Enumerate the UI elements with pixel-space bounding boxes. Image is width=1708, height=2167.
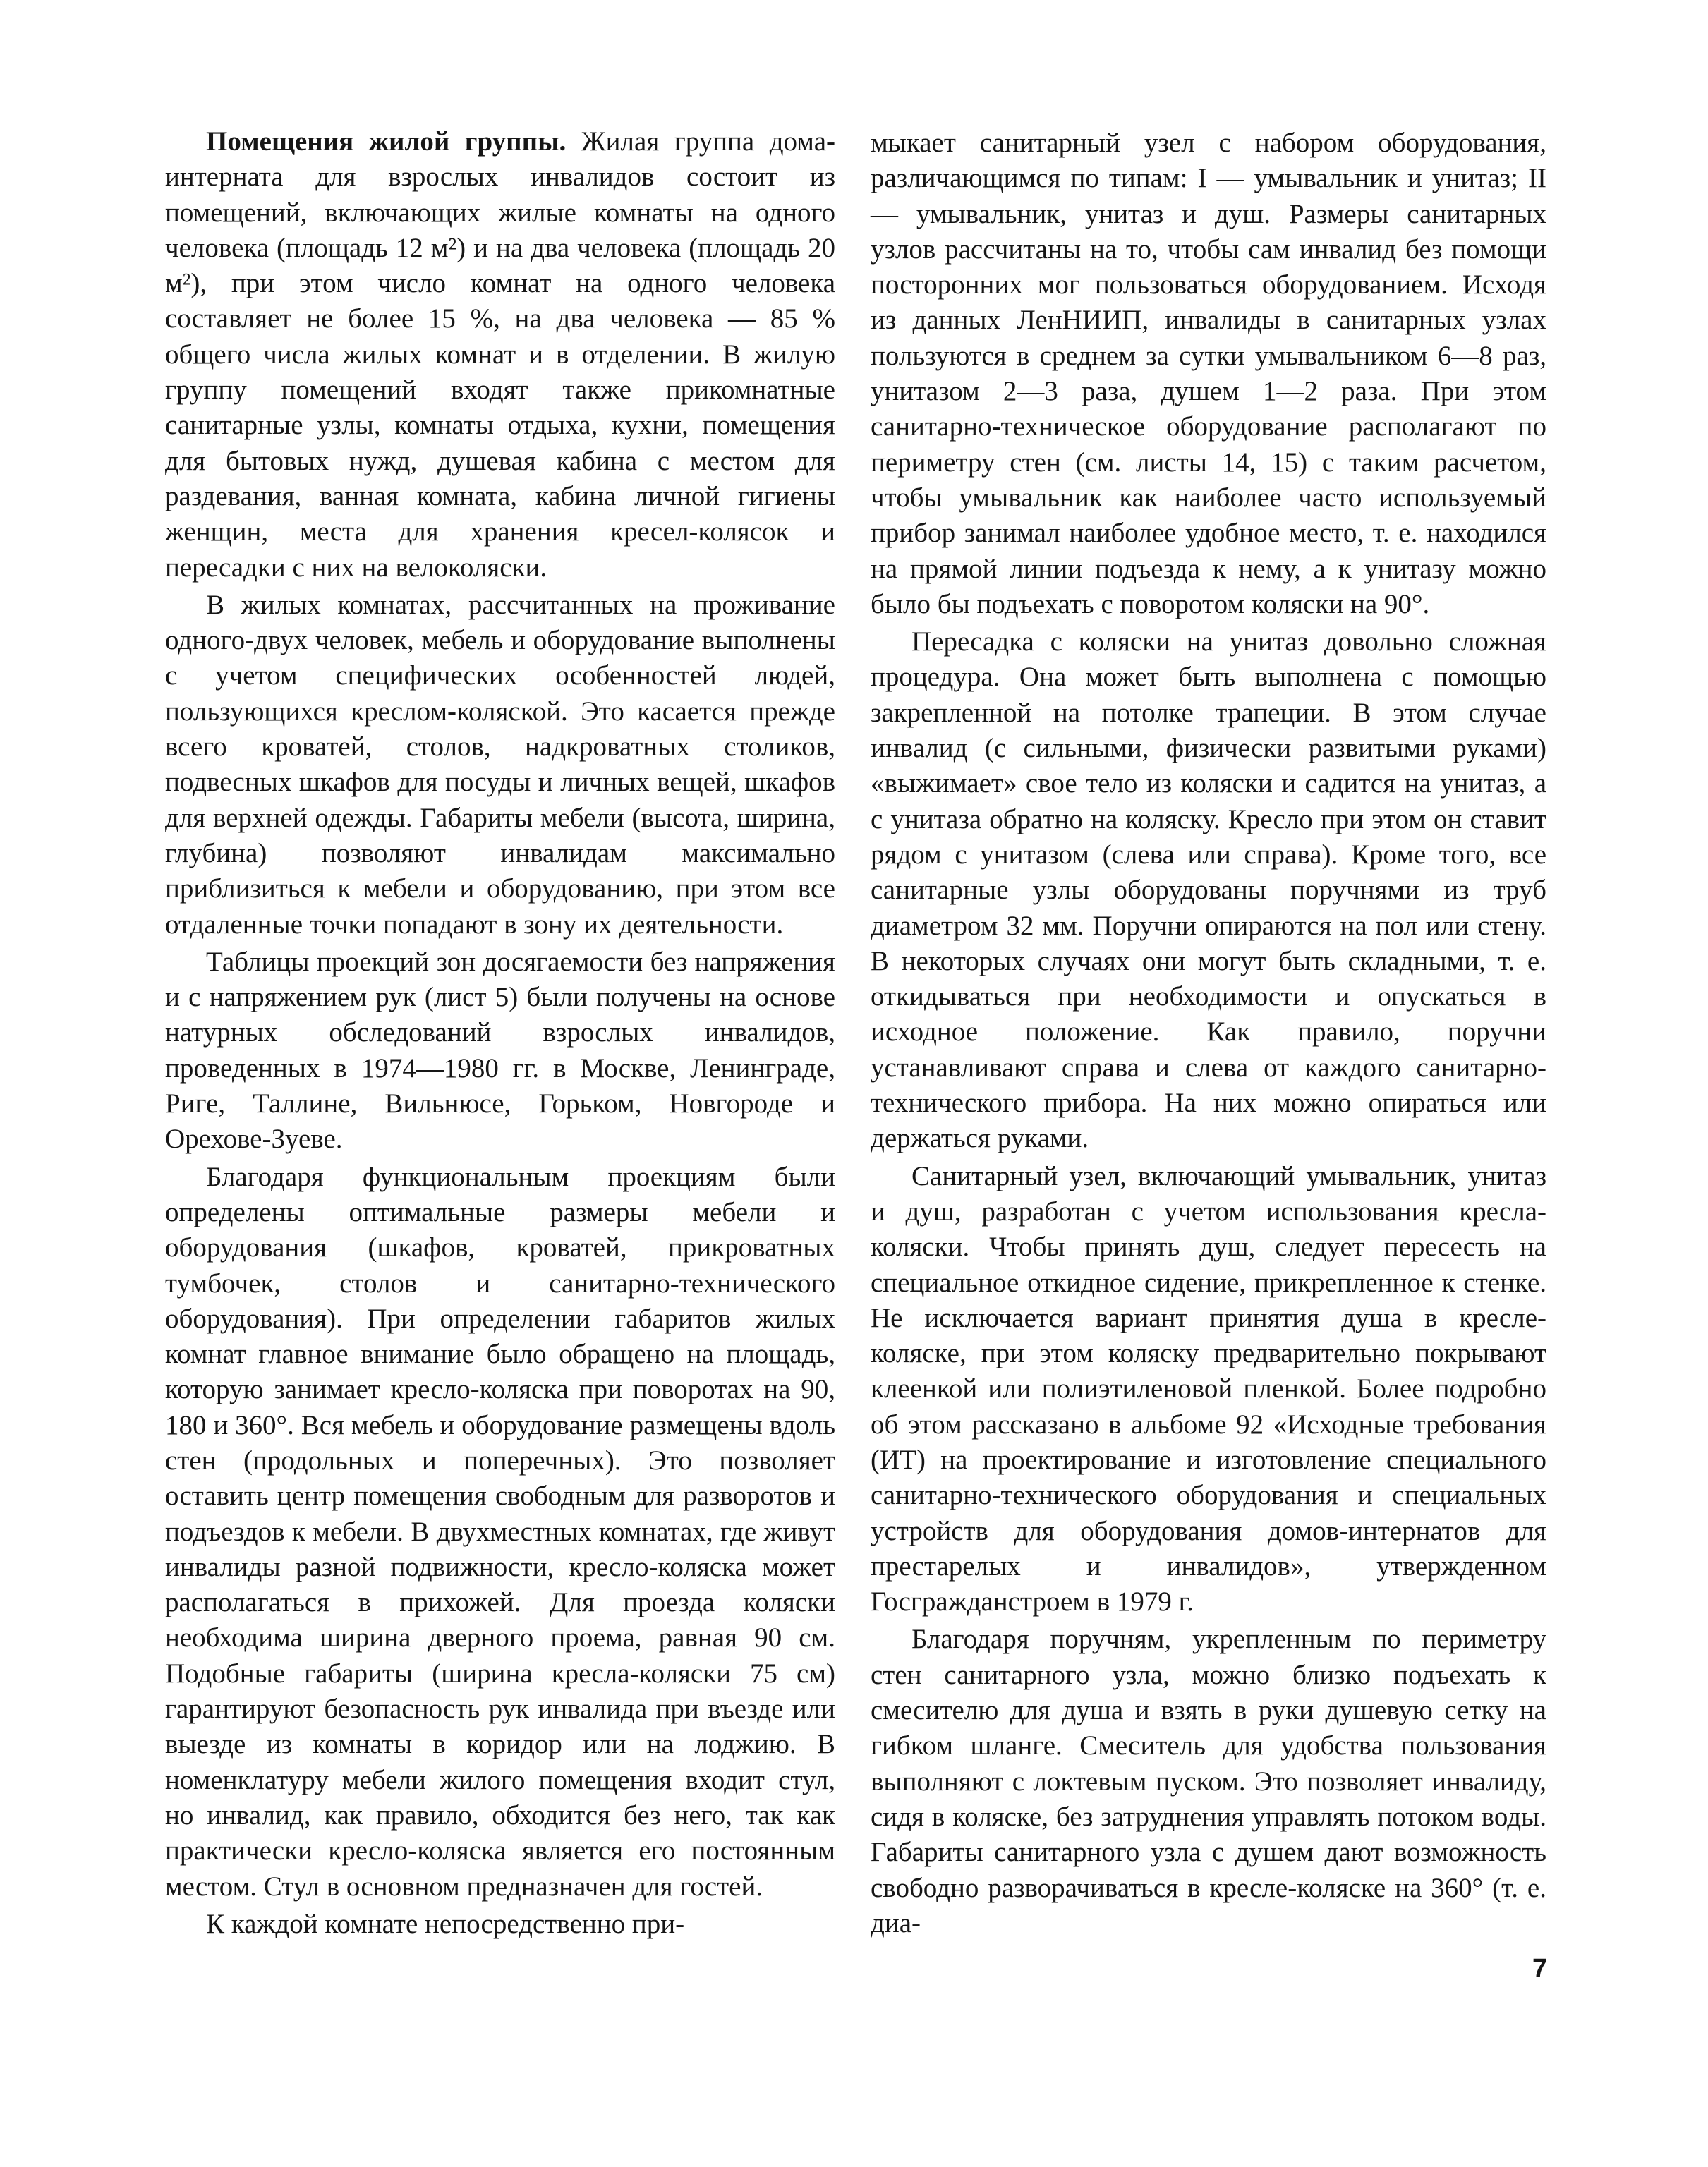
paragraph-handrails-mixer: Благодаря поручням, укрепленным по периметру стен санитарного узла, можно близко подъехать к смесителю для душа и взять в руки душевую сетку на гибком шланге. Смеситель для удобства пользования выполняют с локтевым пуском. Это позволяет инвалиду, сидя в коляске, без затруднения управлять потоком воды. Габариты санитарного узла с душем дают возможность свободно разворачиваться в кресле-коляске на 360° (т. е. диа- xyxy=(871,1624,1546,1938)
paragraph-room-adjacency: К каждой комнате непосредственно при- xyxy=(206,1908,685,1939)
left-column xyxy=(165,124,835,1942)
section-lead-heading: Помещения жилой группы. xyxy=(206,126,567,157)
paragraph-text: Жилая группа дома-интерната для взрослых инвалидов состоит из помещений, включающих жилые комнаты на одного человека (площадь 12 м²) и на два человека (площадь 20 м²), при этом число комнат на одного человека составляет не более 15 %, на два человека — 85 % общего числа жилых комнат и в отделении. В жилую группу помещений входят также прикомнатные санитарные узлы, комнаты отдыха, кухни, помещения для бытовых нужд, душевая кабина с местом для раздевания, ванная комната, кабина личной гигиены женщин, места для хранения кресел-колясок и пересадки с них на велоколяски. xyxy=(165,126,836,583)
paragraph-shower-unit: Санитарный узел, включающий умывальник, унитаз и душ, разработан с учетом использования кресла-коляски. Чтобы принять душ, следует пересесть на специальное откидное сидение, прикрепленное к стенке. Не исключается вариант принятия душа в кресле-коляске, при этом коляску предварительно покрывают клеенкой или полиэтиленовой пленкой. Более подробно об этом рассказано в альбоме 92 «Исходные требования (ИТ) на проектирование и изготовление специального санитарно-технического оборудования и специальных устройств для оборудования домов-интернатов для престарелых и инвалидов», утвержденном Госгражданстроем в 1979 г. xyxy=(871,1160,1546,1617)
paragraph-living-group-rooms xyxy=(165,124,835,585)
paragraph-reach-zone-tables: Таблицы проекций зон досягаемости без напряжения и с напряжением рук (лист 5) были получены на основе натурных обследований взрослых инвалидов, проведенных в 1974—1980 гг. в Москве, Ленинграде, Риге, Таллине, Вильнюсе, Горьком, Новгороде и Орехове-Зуеве. xyxy=(165,946,835,1155)
paragraph-sanitary-unit-types: мыкает санитарный узел с набором оборудования, различающимся по типам: I — умывальник и унитаз; II — умывальник, унитаз и душ. Размеры санитарных узлов рассчитаны на то, чтобы сам инвалид без помощи посторонних мог пользоваться оборудованием. Исходя из данных ЛенНИИП, инвалиды в санитарных узлах пользуются в среднем за сутки умывальником 6—8 раз, унитазом 2—3 раза, душем 1—2 раза. При этом санитарно-техническое оборудование располагают по периметру стен (см. листы 14, 15) с таким расчетом, чтобы умывальник как наиболее часто используемый прибор занимал наиболее удобное место, т. е. находился на прямой линии подъезда к нему, а к унитазу можно было бы подъехать с поворотом коляски на 90°. xyxy=(871,128,1546,619)
paragraph-toilet-transfer: Пересадка с коляски на унитаз довольно сложная процедура. Она может быть выполнена с помощью закрепленной на потолке трапеции. В этом случае инвалид (с сильными, физически развитыми руками) «выжимает» свое тело из коляски и садится на унитаз, а с унитаза обратно на коляску. Кресло при этом он ставит рядом с унитазом (слева или справа). Кроме того, все санитарные узлы оборудованы поручнями из труб диаметром 32 мм. Поручни опираются на пол или стену. В некоторых случаях они могут быть складными, т. е. откидываться при необходимости и опускаться в исходное положение. Как правило, поручни устанавливают справа и слева от каждого санитарно-технического прибора. На них можно опираться или держаться руками. xyxy=(871,626,1546,1154)
right-column xyxy=(871,126,1546,1941)
page-number: 7 xyxy=(1532,1954,1548,1984)
paragraph-living-rooms-furniture: В жилых комнатах, рассчитанных на проживание одного-двух человек, мебель и оборудование выполнены с учетом специфических особенностей людей, пользующихся креслом-коляской. Это касается прежде всего кроватей, столов, надкроватных столиков, подвесных шкафов для посуды и личных вещей, шкафов для верхней одежды. Габариты мебели (высота, ширина, глубина) позволяют инвалидам максимально приблизиться к мебели и оборудованию, при этом все отдаленные точки попадают в зону их деятельности. xyxy=(165,589,835,940)
paragraph-functional-projections: Благодаря функциональным проекциям были определены оптимальные размеры мебели и оборудования (шкафов, кроватей, прикроватных тумбочек, столов и санитарно-технического оборудования). При определении габаритов жилых комнат главное внимание было обращено на площадь, которую занимает кресло-коляска при поворотах на 90, 180 и 360°. Вся мебель и оборудование размещены вдоль стен (продольных и поперечных). Это позволяет оставить центр помещения свободным для разворотов и подъездов к мебели. В двухместных комнатах, где живут инвалиды разной подвижности, кресло-коляска может располагаться в прихожей. Для проезда коляски необходима ширина дверного проема, равная 90 см. Подобные габариты (ширина кресла-коляски 75 см) гарантируют безопасность рук инвалида при въезде или выезде из комнаты в коридор или на лоджию. В номенклатуру мебели жилого помещения входит стул, но инвалид, как правило, обходится без него, так как практически кресло-коляска является его постоянным местом. Стул в основном предназначен для гостей. xyxy=(165,1161,835,1902)
